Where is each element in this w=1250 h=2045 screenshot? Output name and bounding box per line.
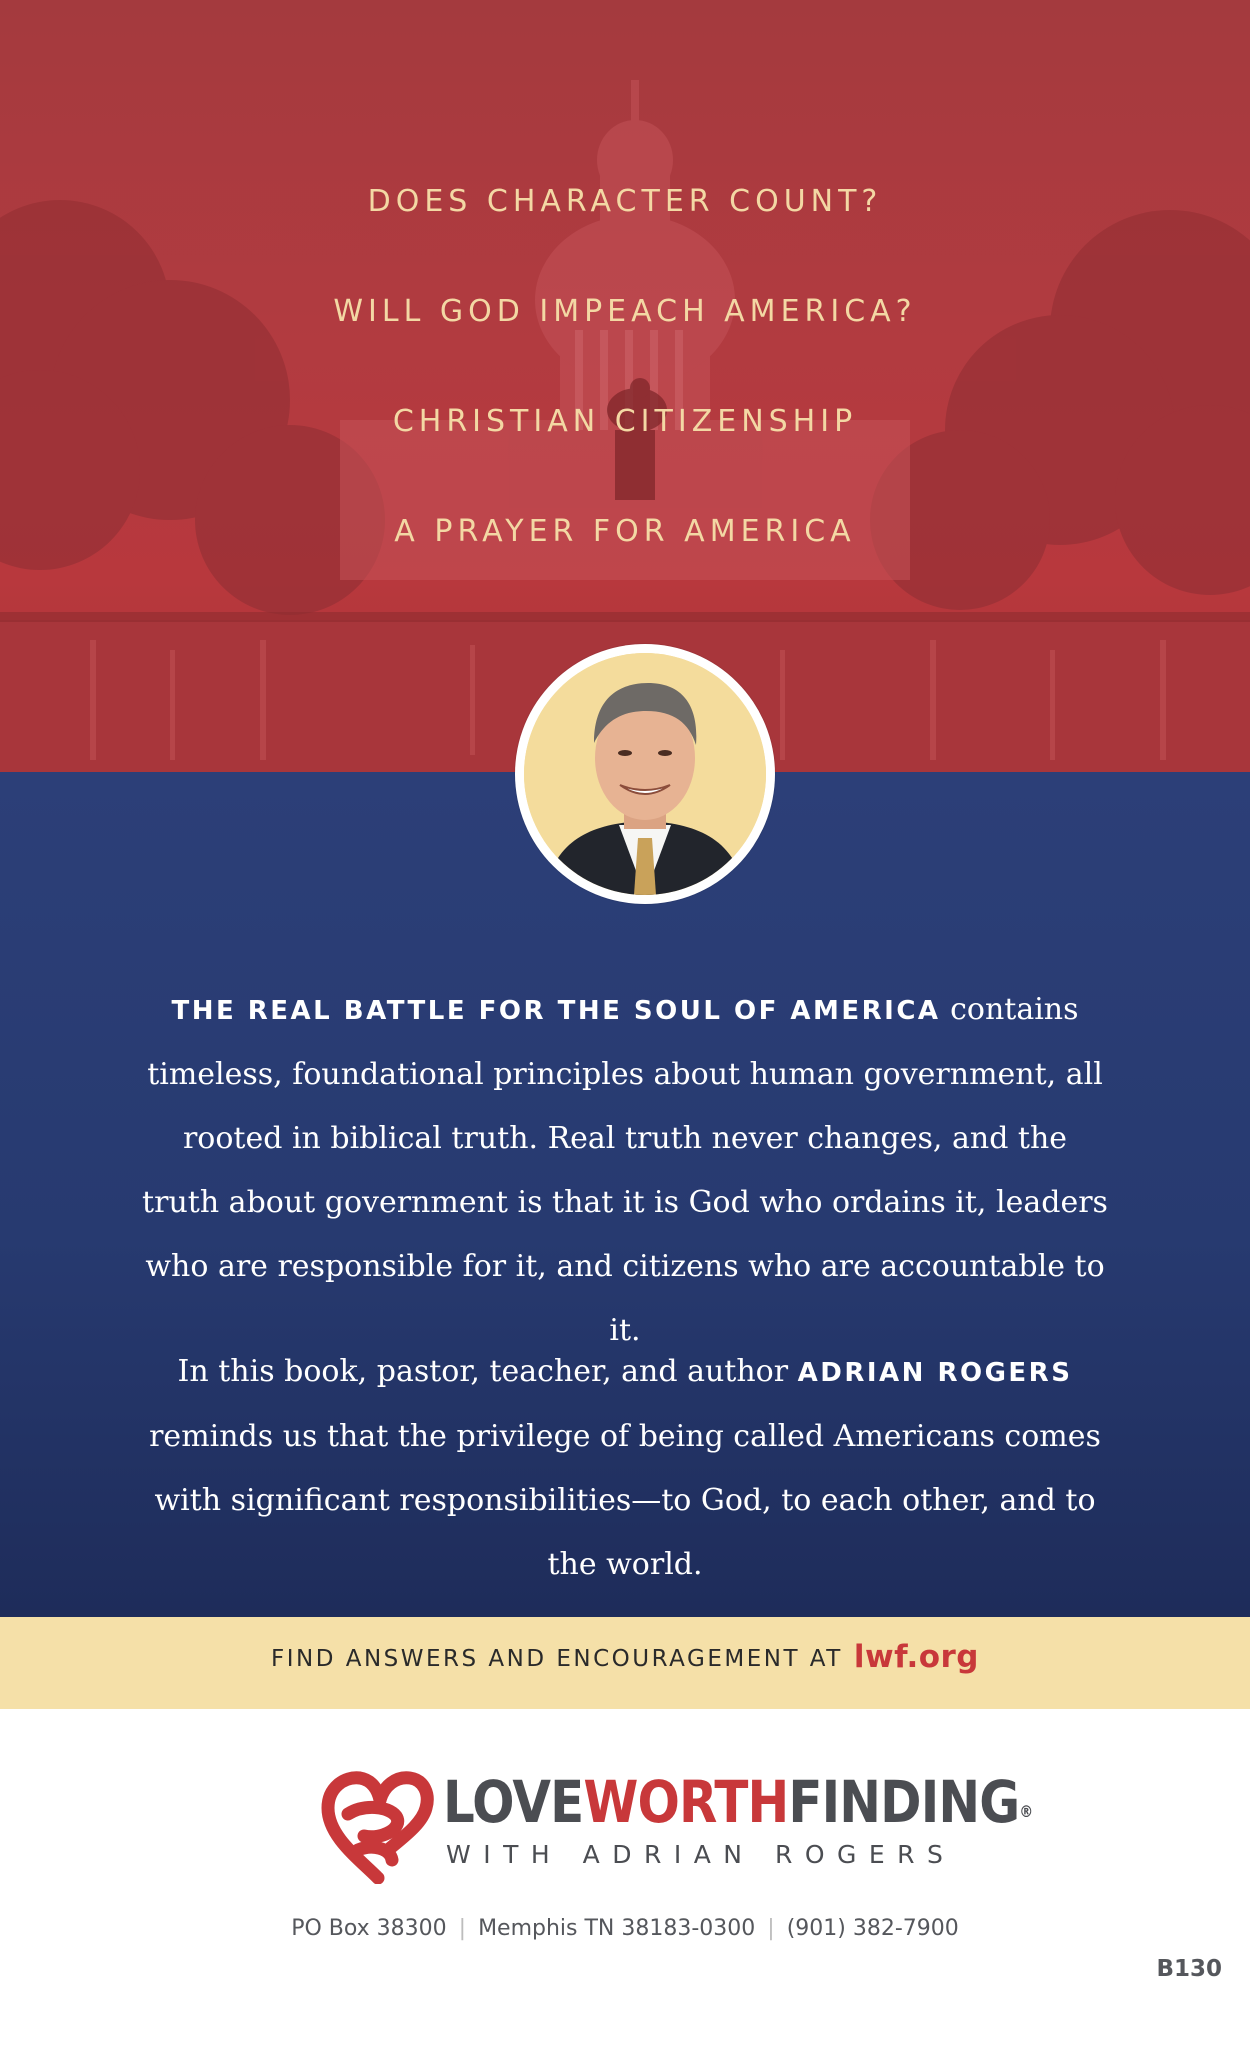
topic-list xyxy=(0,178,1250,618)
brand-tagline: WITH ADRIAN ROGERS xyxy=(446,1840,956,1869)
author-description-lead: In this book, pastor, teacher, and author xyxy=(177,1354,798,1389)
author-description xyxy=(140,1340,1110,1597)
author-description-text: reminds us that the privilege of being called Americans comes with significant responsibilities—to God, to each other, and to the world. xyxy=(149,1419,1101,1582)
topic-item: WILL GOD IMPEACH AMERICA? xyxy=(333,294,917,329)
brand-word-worth: WORTH xyxy=(583,1768,789,1836)
book-description-text: contains timeless, foundational principles about human government, all rooted in biblical truth. Real truth never changes, and the truth about government is that it is God who ordains it, leaders who are responsible for it, and citizens who are accountable to it. xyxy=(142,992,1108,1348)
cta-text: FIND ANSWERS AND ENCOURAGEMENT AT xyxy=(270,1646,843,1672)
registered-mark: ® xyxy=(1019,1802,1033,1821)
po-box: PO Box 38300 xyxy=(291,1916,447,1941)
brand-word-love: LOVE xyxy=(443,1768,584,1836)
heart-scribble-icon xyxy=(318,1766,436,1884)
topic-item: A PRAYER FOR AMERICA xyxy=(394,514,856,549)
brand-word-finding: FINDING xyxy=(788,1768,1020,1836)
book-title: THE REAL BATTLE FOR THE SOUL OF AMERICA xyxy=(171,996,941,1026)
lwf-logo xyxy=(318,1760,1033,1890)
city-address: Memphis TN 38183-0300 xyxy=(478,1916,756,1941)
website-link[interactable]: lwf.org xyxy=(853,1639,979,1675)
separator: | xyxy=(458,1916,467,1941)
topic-item: CHRISTIAN CITIZENSHIP xyxy=(392,404,858,439)
phone-number: (901) 382-7900 xyxy=(786,1916,959,1941)
separator: | xyxy=(767,1916,775,1941)
brand-name xyxy=(443,1762,1032,1842)
author-portrait-illustration xyxy=(524,653,766,895)
author-name: ADRIAN ROGERS xyxy=(797,1358,1073,1388)
topic-item: DOES CHARACTER COUNT? xyxy=(367,184,883,219)
author-portrait xyxy=(515,644,775,904)
contact-info xyxy=(0,1916,1250,1941)
book-description xyxy=(140,978,1110,1363)
cta-band xyxy=(0,1617,1250,1709)
product-code: B130 xyxy=(1156,1956,1222,1982)
